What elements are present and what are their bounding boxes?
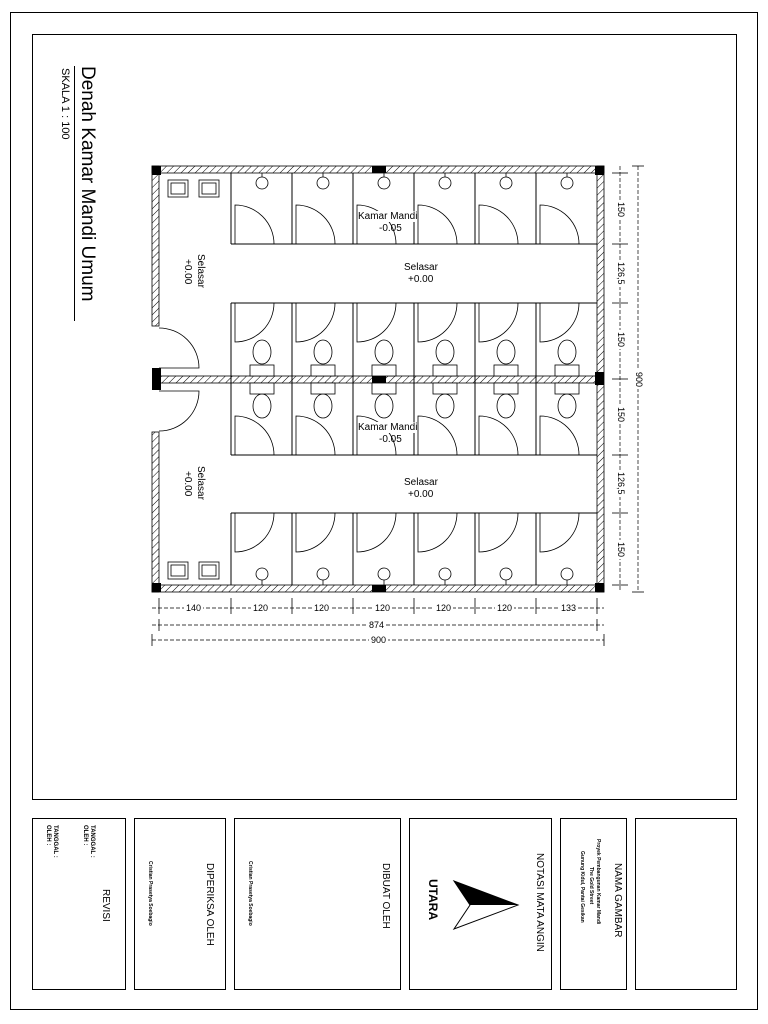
door-swing — [418, 303, 457, 342]
corridor-level-2: +0.00 — [408, 489, 434, 500]
corridor-label-2: Selasar — [404, 477, 438, 488]
dibuat-heading: DIBUAT OLEH — [380, 863, 391, 929]
revisi-tanggal-2: TANGGAL : — [52, 825, 58, 858]
toilet-tank-icon — [555, 365, 579, 376]
door-swing — [479, 513, 518, 552]
bathroom-level-1: -0.05 — [379, 223, 402, 234]
dim-h-5: 120 — [436, 603, 452, 613]
bathroom-level-2: -0.05 — [379, 434, 402, 445]
toilet-bowl-icon — [314, 340, 332, 364]
door-swing — [479, 416, 518, 455]
corridor-level-1: +0.00 — [408, 274, 434, 285]
notasi-box — [409, 818, 552, 990]
toilet-tank-icon — [311, 383, 335, 394]
nama-gambar-heading: NAMA GAMBAR — [612, 863, 623, 938]
dim-h-subtotal: 874 — [369, 620, 385, 630]
floor-drain-icon — [378, 177, 390, 189]
toilet-bowl-icon — [314, 394, 332, 418]
toilet-tank-icon — [494, 365, 518, 376]
door-swing — [296, 303, 335, 342]
revisi-oleh-2: OLEH : — [45, 825, 51, 846]
floor-drain-icon — [317, 568, 329, 580]
floor-drain-icon — [439, 568, 451, 580]
north-label: UTARA — [426, 879, 440, 921]
revisi-box — [32, 818, 126, 990]
door-swing — [296, 513, 335, 552]
toilet-tank-icon — [372, 383, 396, 394]
door-swing — [296, 416, 335, 455]
toilet-bowl-icon — [375, 340, 393, 364]
door-swing — [540, 205, 579, 244]
diperiksa-name: Cristian Prasetya Soebagio — [147, 861, 153, 926]
dibuat-box — [234, 818, 401, 990]
toilet-bowl-icon — [436, 340, 454, 364]
nama-gambar-line2: The Gold Street — [588, 867, 594, 905]
door-swing — [235, 513, 274, 552]
drawing-scale: SKALA 1 : 100 — [59, 68, 71, 140]
toilet-tank-icon — [250, 365, 274, 376]
floor-drain-icon — [500, 568, 512, 580]
nama-gambar-line1: Proyek Pembangunan Kamar Mandi — [595, 839, 601, 925]
toilet-bowl-icon — [253, 394, 271, 418]
dim-h-3: 120 — [314, 603, 330, 613]
notasi-heading: NOTASI MATA ANGIN — [534, 853, 545, 952]
empty-box — [635, 818, 737, 990]
floor-drain-icon — [256, 177, 268, 189]
toilet-bowl-icon — [497, 340, 515, 364]
toilet-tank-icon — [494, 383, 518, 394]
floor-drain-icon — [561, 568, 573, 580]
dim-v-4: 150 — [616, 407, 626, 423]
floor-drain-icon — [317, 177, 329, 189]
floor-drain-icon — [439, 177, 451, 189]
corridor-level-west-1: +0.00 — [182, 259, 193, 285]
dim-h-total: 900 — [371, 635, 387, 645]
door-swing — [479, 303, 518, 342]
toilet-bowl-icon — [436, 394, 454, 418]
nama-gambar-line3: Gunung Kidul, Pantai Gesikan — [579, 851, 585, 923]
floor-drain-icon — [500, 177, 512, 189]
dim-h-1: 140 — [186, 603, 202, 613]
dim-v-3: 150 — [616, 332, 626, 348]
corridor-level-west-2: +0.00 — [182, 471, 193, 497]
bathroom-label-2: Kamar Mandi — [358, 422, 418, 433]
dim-v-1: 150 — [616, 202, 626, 218]
toilet-tank-icon — [555, 383, 579, 394]
door-swing — [235, 205, 274, 244]
toilet-bowl-icon — [558, 340, 576, 364]
door-swing — [357, 513, 396, 552]
revisi-oleh-1: OLEH : — [82, 825, 88, 846]
toilet-tank-icon — [433, 383, 457, 394]
toilet-bowl-icon — [375, 394, 393, 418]
door-swing — [235, 416, 274, 455]
door-swing — [235, 303, 274, 342]
toilet-bowl-icon — [253, 340, 271, 364]
dim-h-4: 120 — [375, 603, 391, 613]
door-swing — [540, 513, 579, 552]
floor-drain-icon — [378, 568, 390, 580]
revisi-tanggal-1: TANGGAL : — [89, 825, 95, 858]
dim-v-total: 900 — [634, 372, 644, 388]
door-swing — [418, 205, 457, 244]
door-swing — [540, 416, 579, 455]
toilet-tank-icon — [433, 365, 457, 376]
corridor-label-west-1: Selasar — [195, 254, 206, 288]
diperiksa-heading: DIPERIKSA OLEH — [204, 863, 215, 946]
dim-h-6: 120 — [497, 603, 513, 613]
dim-v-2: 126,5 — [616, 262, 626, 285]
toilet-tank-icon — [250, 383, 274, 394]
toilet-tank-icon — [372, 365, 396, 376]
floor-drain-icon — [561, 177, 573, 189]
revisi-heading: REVISI — [100, 889, 111, 922]
door-swing — [296, 205, 335, 244]
door-swing — [418, 416, 457, 455]
floor-drain-icon — [256, 568, 268, 580]
door-swing — [479, 205, 518, 244]
door-swing — [418, 513, 457, 552]
corridor-label-1: Selasar — [404, 262, 438, 273]
dim-h-2: 120 — [253, 603, 269, 613]
north-arrow-icon — [410, 819, 553, 991]
dim-v-6: 150 — [616, 542, 626, 558]
toilet-bowl-icon — [497, 394, 515, 418]
door-swing — [357, 303, 396, 342]
toilet-tank-icon — [311, 365, 335, 376]
nama-gambar-box — [560, 818, 627, 990]
diperiksa-box — [134, 818, 226, 990]
toilet-bowl-icon — [558, 394, 576, 418]
dim-h-7: 133 — [561, 603, 577, 613]
bathroom-label-1: Kamar Mandi — [358, 211, 418, 222]
drawing-title: Denah Kamar Mandi Umum — [77, 66, 98, 302]
dim-v-5: 126,5 — [616, 472, 626, 495]
dibuat-name: Cristian Prasetya Soebagio — [247, 861, 253, 926]
door-swing — [540, 303, 579, 342]
corridor-label-west-2: Selasar — [195, 466, 206, 500]
